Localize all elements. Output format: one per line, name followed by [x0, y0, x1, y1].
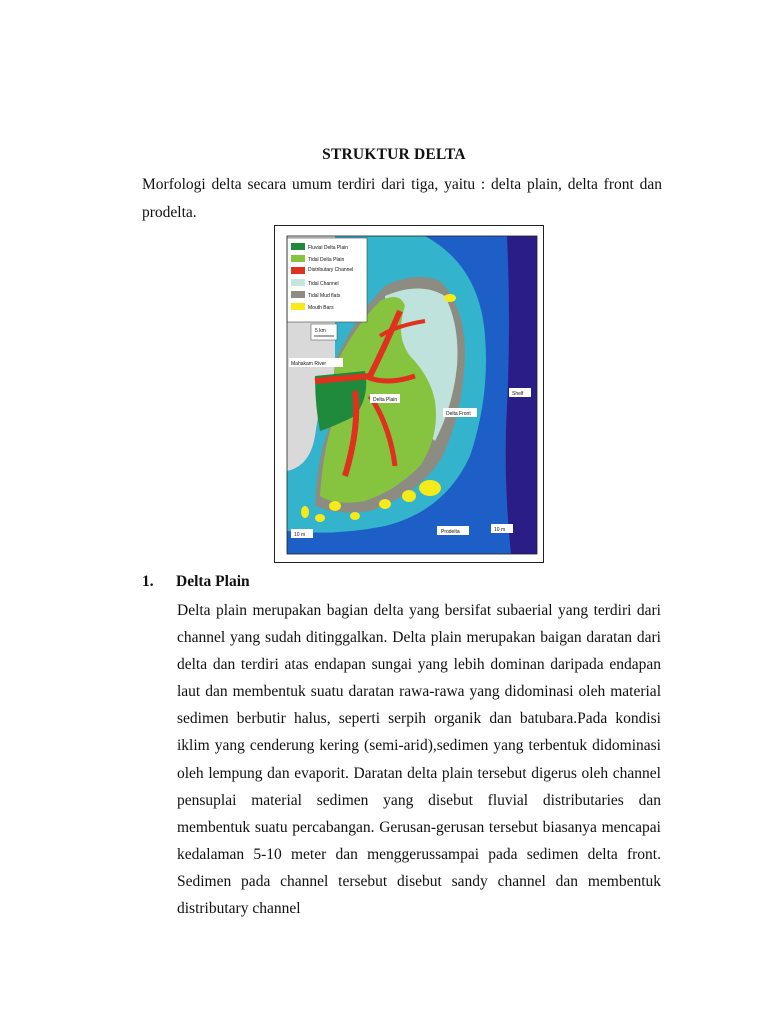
- legend-label: Mouth Bars: [308, 305, 334, 311]
- legend-label: Fluvial Delta Plain: [308, 245, 349, 251]
- prodelta-label: Prodelta: [441, 529, 460, 535]
- mouth-bar: [402, 490, 416, 502]
- delta-front-label: Delta Front: [446, 411, 471, 417]
- section-title: Delta Plain: [176, 573, 250, 590]
- legend-swatch: [291, 291, 305, 298]
- mouth-bar: [444, 294, 456, 302]
- mouth-bar: [315, 514, 325, 522]
- section-number: 1.: [142, 573, 154, 590]
- delta-plain-label: Delta Plain: [373, 397, 398, 403]
- legend-swatch: [291, 303, 305, 310]
- scale-bar: [311, 324, 337, 340]
- mouth-bar: [301, 506, 309, 518]
- mouth-bar: [419, 480, 441, 496]
- scale-label: 5 km: [315, 328, 326, 334]
- delta-map-figure: [274, 225, 544, 563]
- shelf-label: Shelf: [512, 391, 524, 397]
- section-heading: [142, 573, 662, 591]
- delta-map: [275, 226, 543, 562]
- depth-label-left: 10 m: [294, 532, 306, 538]
- legend-swatch: [291, 243, 305, 250]
- legend-swatch: [291, 255, 305, 262]
- river-label: Mahakam River: [291, 361, 327, 367]
- mouth-bar: [329, 501, 341, 511]
- legend-swatch: [291, 279, 305, 286]
- legend-label: Tidal Delta Plain: [308, 257, 345, 263]
- intro-paragraph: Morfologi delta secara umum terdiri dari tiga, yaitu : delta plain, delta front dan prodelta.: [142, 176, 662, 221]
- legend-label: Tidal Mud flats: [308, 293, 341, 299]
- legend-swatch: [291, 267, 305, 274]
- legend-label: Tidal Channel: [308, 281, 339, 287]
- depth-label-right: 10 m: [494, 527, 506, 533]
- legend-label: Distributary Channel: [308, 267, 354, 273]
- mouth-bar: [379, 499, 391, 509]
- page-title: STRUKTUR DELTA: [322, 146, 466, 163]
- section-paragraph: Delta plain merupakan bagian delta yang bersifat subaerial yang terdiri dari channel yang sudah ditinggalkan. Delta plain merupakan baigan daratan dari delta dan terdiri atas endapan sungai yang lebih dominan daripada endapan laut dan membentuk suatu daratan rawa-rawa yang didominasi oleh material sedimen berbutir halus, seperti serpih organik dan batubara.Pada kondisi iklim yang cenderung kering (semi-arid),sedimen yang terbentuk didominasi oleh lempung dan evaporit. Daratan delta plain tersebut digerus oleh channel pensuplai material sedimen yang disebut fluvial distributaries dan membentuk suatu percabangan. Gerusan-gerusan tersebut biasanya mencapai kedalaman 5-10 meter dan menggerussampai pada sedimen delta front. Sedimen pada channel tersebut disebut sandy channel dan membentuk distributary channel: [177, 602, 661, 918]
- mouth-bar: [350, 512, 360, 520]
